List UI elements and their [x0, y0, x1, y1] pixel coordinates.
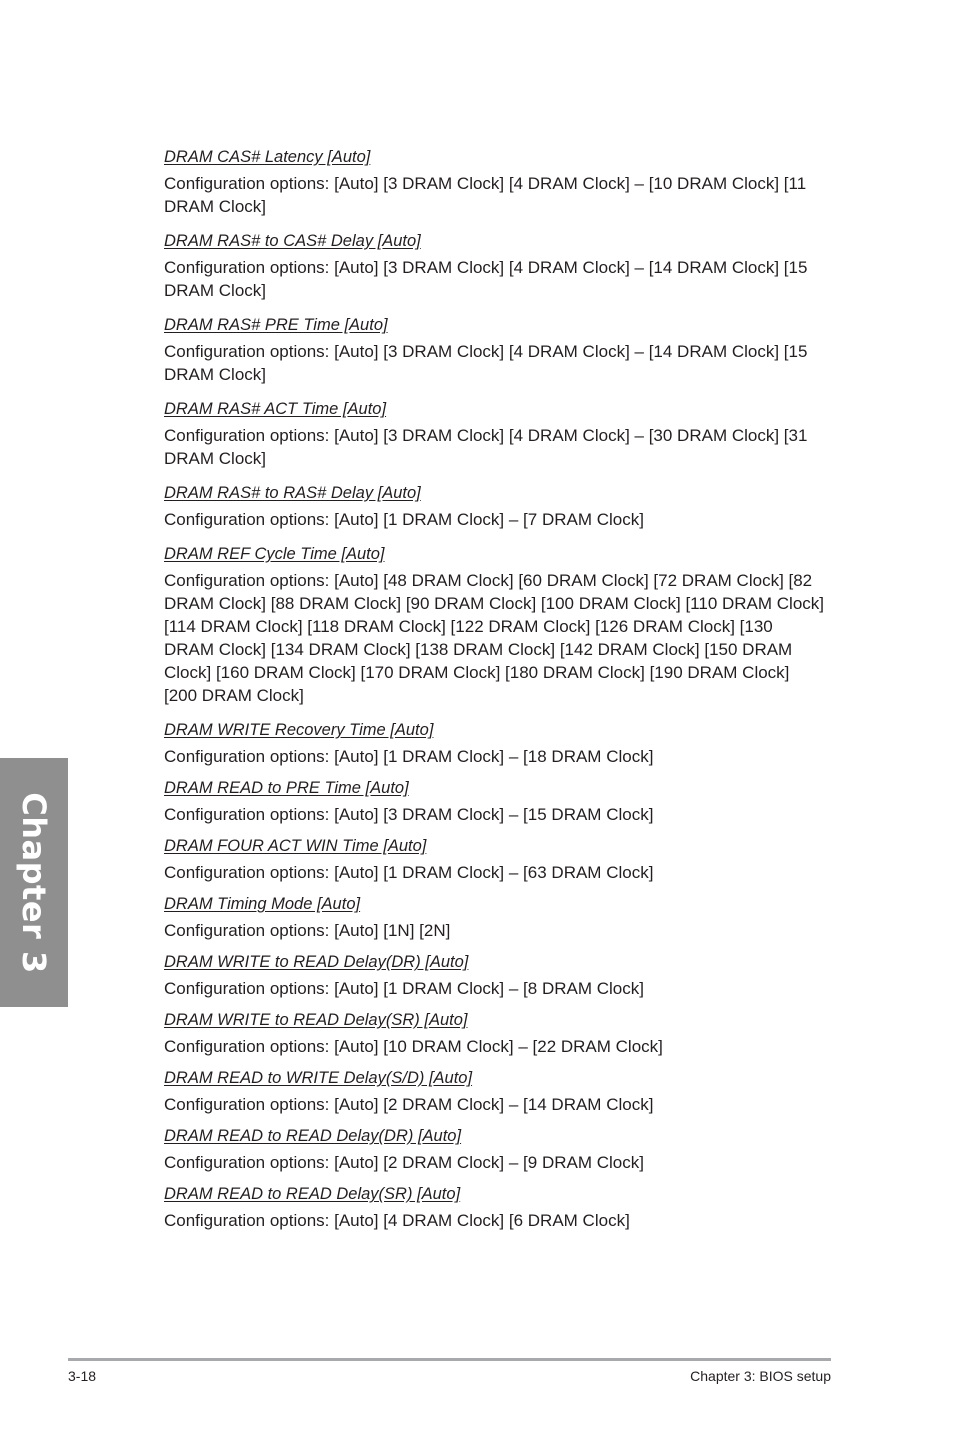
setting-description: Configuration options: [Auto] [1 DRAM Clock] – [63 DRAM Clock] [164, 863, 654, 882]
setting-title: DRAM WRITE to READ Delay(DR) [Auto] [164, 953, 469, 971]
setting-description: Configuration options: [Auto] [1N] [2N] [164, 921, 451, 940]
setting-title: DRAM RAS# ACT Time [Auto] [164, 400, 387, 418]
setting-title: DRAM RAS# PRE Time [Auto] [164, 316, 388, 334]
setting-title: DRAM READ to READ Delay(DR) [Auto] [164, 1127, 462, 1145]
setting-description: Configuration options: [Auto] [3 DRAM Clock] [4 DRAM Clock] – [10 DRAM Clock] [11 DRAM Clock] [164, 174, 807, 216]
setting-item [164, 398, 824, 470]
setting-item [164, 951, 824, 1000]
setting-item [164, 543, 824, 707]
setting-item [164, 719, 824, 768]
setting-title: DRAM CAS# Latency [Auto] [164, 148, 371, 166]
setting-item [164, 777, 824, 826]
setting-title: DRAM WRITE to READ Delay(SR) [Auto] [164, 1011, 468, 1029]
chapter-side-tab [0, 758, 68, 1007]
setting-description: Configuration options: [Auto] [4 DRAM Clock] [6 DRAM Clock] [164, 1211, 630, 1230]
setting-title: DRAM READ to PRE Time [Auto] [164, 779, 409, 797]
setting-description: Configuration options: [Auto] [3 DRAM Clock] – [15 DRAM Clock] [164, 805, 654, 824]
setting-description: Configuration options: [Auto] [48 DRAM Clock] [60 DRAM Clock] [72 DRAM Clock] [82 DRAM Clock] [88 DRAM Clock] [90 DRAM Clock] [100 DRAM Clock] [110 DRAM Clock] [114 DRAM Clock] [118 DRAM Clock] [122 DRAM Clock] [126 DRAM Clock] [130 DRAM Clock] [134 DRAM Clock] [138 DRAM Clock] [142 DRAM Clock] [150 DRAM Clock] [160 DRAM Clock] [170 DRAM Clock] [180 DRAM Clock] [190 DRAM Clock] [200 DRAM Clock] [164, 571, 825, 705]
setting-item [164, 314, 824, 386]
setting-description: Configuration options: [Auto] [10 DRAM Clock] – [22 DRAM Clock] [164, 1037, 663, 1056]
page-number: 3-18 [68, 1368, 97, 1384]
setting-description: Configuration options: [Auto] [3 DRAM Clock] [4 DRAM Clock] – [30 DRAM Clock] [31 DRAM Clock] [164, 426, 808, 468]
setting-description: Configuration options: [Auto] [2 DRAM Clock] – [9 DRAM Clock] [164, 1153, 644, 1172]
setting-description: Configuration options: [Auto] [1 DRAM Clock] – [7 DRAM Clock] [164, 510, 644, 529]
footer-section-title: Chapter 3: BIOS setup [690, 1368, 831, 1384]
setting-item [164, 482, 824, 531]
setting-title: DRAM WRITE Recovery Time [Auto] [164, 721, 434, 739]
setting-item [164, 1183, 824, 1232]
setting-title: DRAM RAS# to RAS# Delay [Auto] [164, 484, 421, 502]
setting-item [164, 893, 824, 942]
setting-description: Configuration options: [Auto] [1 DRAM Clock] – [18 DRAM Clock] [164, 747, 654, 766]
setting-title: DRAM RAS# to CAS# Delay [Auto] [164, 232, 421, 250]
setting-item [164, 1067, 824, 1116]
setting-title: DRAM FOUR ACT WIN Time [Auto] [164, 837, 427, 855]
settings-list [164, 146, 824, 1241]
setting-item [164, 1009, 824, 1058]
setting-title: DRAM READ to WRITE Delay(S/D) [Auto] [164, 1069, 473, 1087]
setting-title: DRAM Timing Mode [Auto] [164, 895, 361, 913]
chapter-tab-label: Chapter 3 [15, 791, 53, 974]
setting-description: Configuration options: [Auto] [2 DRAM Clock] – [14 DRAM Clock] [164, 1095, 654, 1114]
setting-description: Configuration options: [Auto] [1 DRAM Clock] – [8 DRAM Clock] [164, 979, 644, 998]
setting-item [164, 146, 824, 218]
setting-title: DRAM REF Cycle Time [Auto] [164, 545, 385, 563]
setting-description: Configuration options: [Auto] [3 DRAM Clock] [4 DRAM Clock] – [14 DRAM Clock] [15 DRAM Clock] [164, 342, 808, 384]
footer-divider [68, 1358, 831, 1361]
setting-item [164, 230, 824, 302]
setting-item [164, 835, 824, 884]
setting-title: DRAM READ to READ Delay(SR) [Auto] [164, 1185, 461, 1203]
setting-item [164, 1125, 824, 1174]
setting-description: Configuration options: [Auto] [3 DRAM Clock] [4 DRAM Clock] – [14 DRAM Clock] [15 DRAM Clock] [164, 258, 808, 300]
